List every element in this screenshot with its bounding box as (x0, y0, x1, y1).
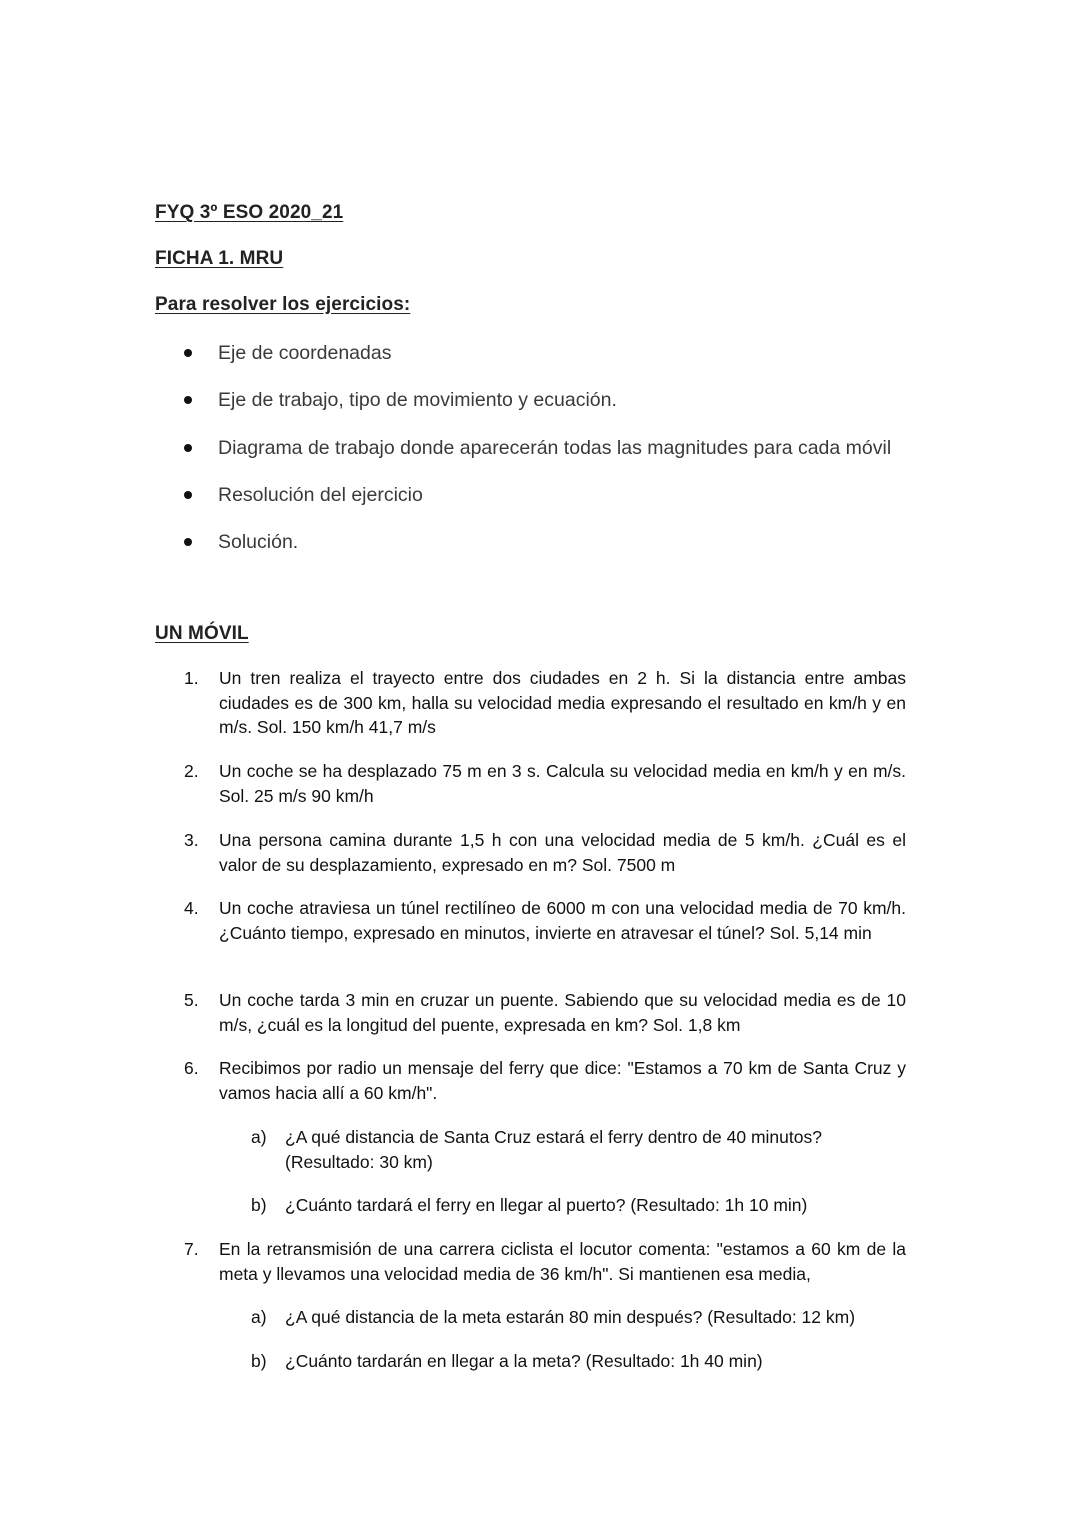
exercise-number: 3. (184, 830, 199, 850)
exercise-text: Un tren realiza el trayecto entre dos ciudades en 2 h. Si la distancia entre ambas ciudades es de 300 km, halla su velocidad media expresando el resultado en km/h y en m/s. Sol. 150 km/h 41,7 m/s (219, 668, 906, 737)
exercise-subitem (251, 1305, 871, 1330)
instructions-title: Para resolver los ejercicios: (155, 294, 411, 315)
bullet-icon (184, 444, 192, 452)
exercise-item (184, 666, 906, 740)
exercise-text: En la retransmisión de una carrera ciclista el locutor comenta: "estamos a 60 km de la meta y llevamos una velocidad media de 36 km/h". Si mantienen esa media, (219, 1239, 906, 1284)
instruction-text: Solución. (218, 531, 299, 553)
exercise-subitem (251, 1125, 871, 1174)
exercise-text: Recibimos por radio un mensaje del ferry que dice: "Estamos a 70 km de Santa Cruz y vamos hacia allí a 60 km/h". (219, 1058, 906, 1103)
course-title: FYQ 3º ESO 2020_21 (155, 202, 344, 223)
instruction-text: Eje de coordenadas (218, 342, 392, 364)
exercise-subitem (251, 1349, 871, 1374)
subitem-label: b) (251, 1351, 267, 1371)
bullet-icon (184, 349, 192, 357)
bullet-icon (184, 538, 192, 546)
exercise-item (184, 759, 906, 808)
subitem-text: ¿Cuánto tardará el ferry en llegar al puerto? (Resultado: 1h 10 min) (285, 1195, 808, 1215)
subitem-label: a) (251, 1307, 267, 1327)
exercise-number: 2. (184, 761, 199, 781)
exercise-number: 4. (184, 898, 199, 918)
exercise-number: 6. (184, 1058, 199, 1078)
subitem-text: ¿Cuánto tardarán en llegar a la meta? (Resultado: 1h 40 min) (285, 1351, 763, 1371)
exercise-number: 1. (184, 668, 199, 688)
exercise-item (184, 1237, 906, 1286)
exercise-text: Un coche se ha desplazado 75 m en 3 s. Calcula su velocidad media en km/h y en m/s. Sol. 25 m/s 90 km/h (219, 761, 906, 806)
bullet-icon (184, 396, 192, 404)
instruction-text: Eje de trabajo, tipo de movimiento y ecuación. (218, 389, 617, 411)
instruction-text: Resolución del ejercicio (218, 484, 423, 506)
exercise-text: Una persona camina durante 1,5 h con una velocidad media de 5 km/h. ¿Cuál es el valor de su desplazamiento, expresado en m? Sol. 7500 m (219, 830, 906, 875)
section-title: UN MÓVIL (155, 623, 249, 644)
exercise-item (184, 988, 906, 1037)
subitem-text: ¿A qué distancia de la meta estarán 80 min después? (Resultado: 12 km) (285, 1307, 856, 1327)
exercise-text: Un coche atraviesa un túnel rectilíneo de 6000 m con una velocidad media de 70 km/h. ¿Cuánto tiempo, expresado en minutos, invierte en atravesar el túnel? Sol. 5,14 min (219, 898, 906, 943)
exercise-subitem (251, 1193, 871, 1218)
sheet-title: FICHA 1. MRU (155, 248, 284, 269)
instruction-text: Diagrama de trabajo donde aparecerán todas las magnitudes para cada móvil (218, 437, 892, 459)
exercise-text: Un coche tarda 3 min en cruzar un puente. Sabiendo que su velocidad media es de 10 m/s, ¿cuál es la longitud del puente, expresada en km? Sol. 1,8 km (219, 990, 906, 1035)
exercise-item (184, 896, 906, 945)
exercise-item (184, 1056, 906, 1105)
subitem-label: b) (251, 1195, 267, 1215)
subitem-label: a) (251, 1127, 267, 1147)
exercise-number: 7. (184, 1239, 199, 1259)
exercise-number: 5. (184, 990, 199, 1010)
subitem-text: ¿A qué distancia de Santa Cruz estará el ferry dentro de 40 minutos? (Resultado: 30 km) (285, 1127, 822, 1172)
exercise-item (184, 828, 906, 877)
bullet-icon (184, 491, 192, 499)
